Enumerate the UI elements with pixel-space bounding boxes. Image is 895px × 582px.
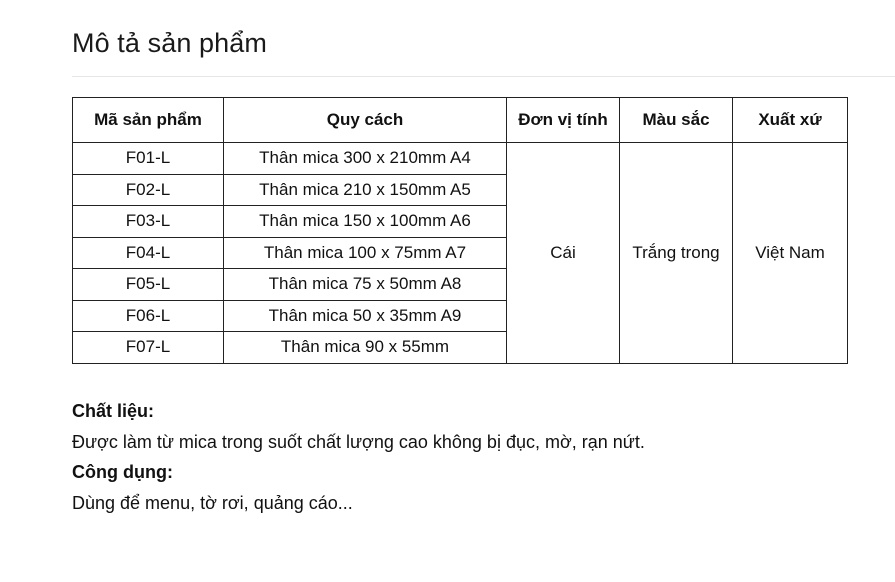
- material-label: Chất liệu:: [72, 401, 155, 421]
- specification-cell: Thân mica 75 x 50mm A8: [224, 269, 507, 301]
- specification-cell: Thân mica 90 x 55mm: [224, 332, 507, 364]
- header-unit: Đơn vị tính: [507, 98, 620, 143]
- specification-cell: Thân mica 210 x 150mm A5: [224, 174, 507, 206]
- product-code-cell: F02-L: [73, 174, 224, 206]
- specification-cell: Thân mica 150 x 100mm A6: [224, 206, 507, 238]
- table-header-row: [73, 98, 848, 143]
- origin-cell: Việt Nam: [733, 143, 848, 364]
- product-code-cell: F04-L: [73, 237, 224, 269]
- product-info: [72, 396, 872, 518]
- color-cell: Trắng trong: [620, 143, 733, 364]
- unit-cell: Cái: [507, 143, 620, 364]
- header-product-code: Mã sản phẩm: [73, 98, 224, 143]
- product-code-cell: F01-L: [73, 143, 224, 175]
- header-specification: Quy cách: [224, 98, 507, 143]
- usage-text: Dùng để menu, tờ rơi, quảng cáo...: [72, 492, 353, 513]
- specification-cell: Thân mica 50 x 35mm A9: [224, 300, 507, 332]
- specification-cell: Thân mica 100 x 75mm A7: [224, 237, 507, 269]
- product-spec-table: [72, 97, 848, 364]
- specification-cell: Thân mica 300 x 210mm A4: [224, 143, 507, 175]
- header-origin: Xuất xứ: [733, 98, 848, 143]
- header-color: Màu sắc: [620, 98, 733, 143]
- title-divider: [72, 76, 895, 77]
- product-code-cell: F05-L: [73, 269, 224, 301]
- section-title: Mô tả sản phẩm: [72, 28, 268, 58]
- product-code-cell: F06-L: [73, 300, 224, 332]
- product-code-cell: F07-L: [73, 332, 224, 364]
- product-code-cell: F03-L: [73, 206, 224, 238]
- material-text: Được làm từ mica trong suốt chất lượng cao không bị đục, mờ, rạn nứt.: [72, 431, 645, 452]
- table-row: [73, 143, 848, 175]
- usage-label: Công dụng:: [72, 462, 173, 482]
